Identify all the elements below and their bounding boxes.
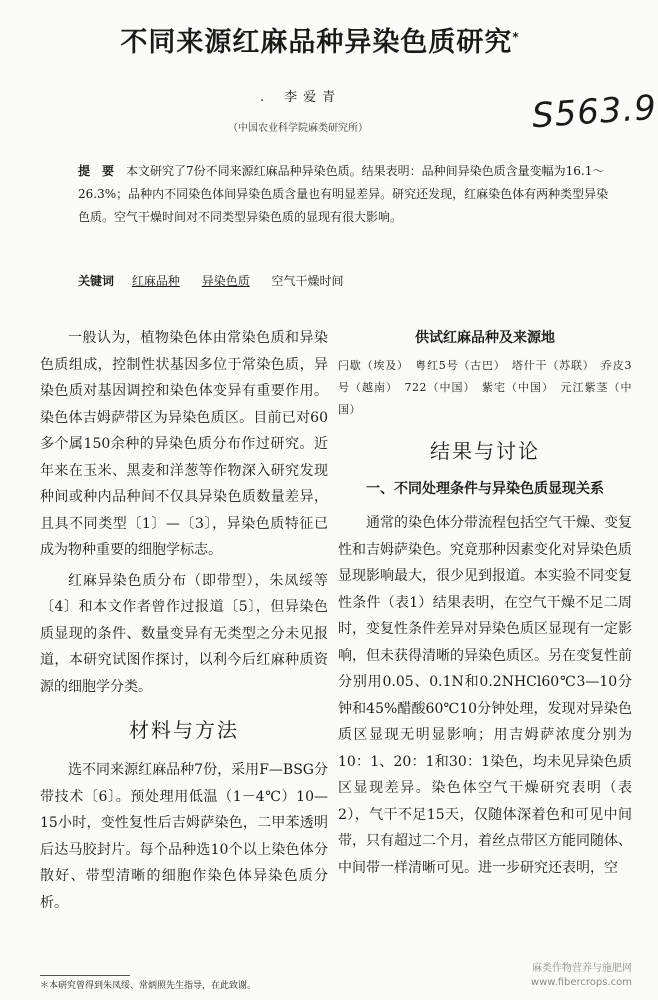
results-subheading: 一、不同处理条件与异染色质显现关系 — [366, 481, 604, 497]
abstract — [78, 160, 618, 229]
table-entries: 闩歇（埃及） 粤红5号（古巴） 塔什干（苏联） 乔皮3号（越南） 722（中国） 紫宅（中国） 元江紫茎（中国） — [338, 359, 632, 416]
left-column — [40, 325, 328, 920]
abstract-label: 提 要 — [78, 164, 115, 178]
keyword-item: 异染色质 — [201, 274, 250, 288]
keyword-item: 红麻品种 — [131, 274, 180, 288]
author-name: . 李爱青 — [260, 86, 341, 105]
footnote: ＊本研究曾得到朱凤绥、常炳照先生指导，在此致谢。 — [40, 981, 257, 991]
right-column — [338, 325, 632, 885]
paper-title — [40, 20, 600, 59]
methods-heading: 材料与方法 — [129, 718, 239, 742]
abstract-text: 本文研究了7份不同来源红麻品种异染色质。结果表明：品种间异染色质含量变幅为16.1～26.3%；品种内不同染色体间异染色质含量也有明显差异。研究还发现，红麻染色体有两种类型异染色质。空气干燥时间对不同类型异染色质的显现有很大影响。 — [78, 164, 609, 224]
footnote-divider — [40, 975, 130, 976]
watermark — [531, 962, 632, 990]
watermark-line-1: 麻类作物营养与施肥网 — [532, 963, 632, 974]
table-title: 供试红麻品种及来源地 — [415, 330, 555, 346]
results-heading: 结果与讨论 — [430, 439, 540, 463]
author-affiliation: （中国农业科学院麻类研究所） — [228, 123, 368, 134]
methods-paragraph: 选不同来源红麻品种7份，采用F—BSG分带技术〔6〕。预处理用低温（1－4℃）10—15小时，变性复性后吉姆萨染色，二甲苯透明后达马胶封片。每个品种选10个以上染色体分散好、带型清晰的细胞作染色体异染色质分析。 — [40, 762, 328, 911]
handwritten-call-number: S563.9 — [530, 87, 658, 137]
intro-paragraph-2: 红麻异染色质分布（即带型），朱凤绥等〔4〕和本文作者曾作过报道〔5〕，但异染色质显现的条件、数量变异有无类型之分未见报道，本研究试图作探讨，以利今后红麻种质资源的细胞学分类。 — [40, 572, 328, 695]
results-paragraph: 通常的染色体分带流程包括空气干燥、变复性和吉姆萨染色。究竟那种因素变化对异染色质显现影响最大，很少见到报道。本实验不同变复性条件（表1）结果表明，在空气干燥不足二周时，变复性条件差异对异染色质区显现有一定影响，但未获得清晰的异染色质区。另在变复性前分别用0.05、0.1N和0.2NHCl60℃3—10分钟和45%醋酸60℃10分钟处理，发现对异染色质区显现无明显影响；用吉姆萨浓度分别为10：1、20：1和30：1染色，均未见异染色质区显现差异。染色体空气干燥研究表明（表2），气干不足15天，仅随体深着色和可见中间带，只有超过二个月，着丝点带区方能同随体、中间带一样清晰可见。进一步研究还表明，空 — [338, 515, 632, 876]
intro-paragraph-1: 一般认为，植物染色体由常染色质和异染色质组成，控制性状基因多位于常染色质，异染色质对基因调控和染色体变异有重要作用。染色体吉姆萨带区为异染色质区。目前已对60多个属150余种的异染色质分布作过研究。近年来在玉米、黑麦和洋葱等作物深入研究发现种间或种内品种间不仅具异染色质数量差异，且具不同类型〔1〕—〔3〕，异染色质特征已成为物种重要的细胞学标志。 — [40, 330, 328, 558]
watermark-line-2: www.fibercrops.com — [530, 977, 632, 988]
title-footnote-mark: * — [512, 30, 520, 44]
title-text: 不同来源红麻品种异染色质研究 — [120, 27, 513, 58]
keywords — [78, 272, 618, 289]
keywords-label: 关键词 — [78, 274, 115, 288]
keyword-item: 空气干燥时间 — [271, 274, 344, 288]
